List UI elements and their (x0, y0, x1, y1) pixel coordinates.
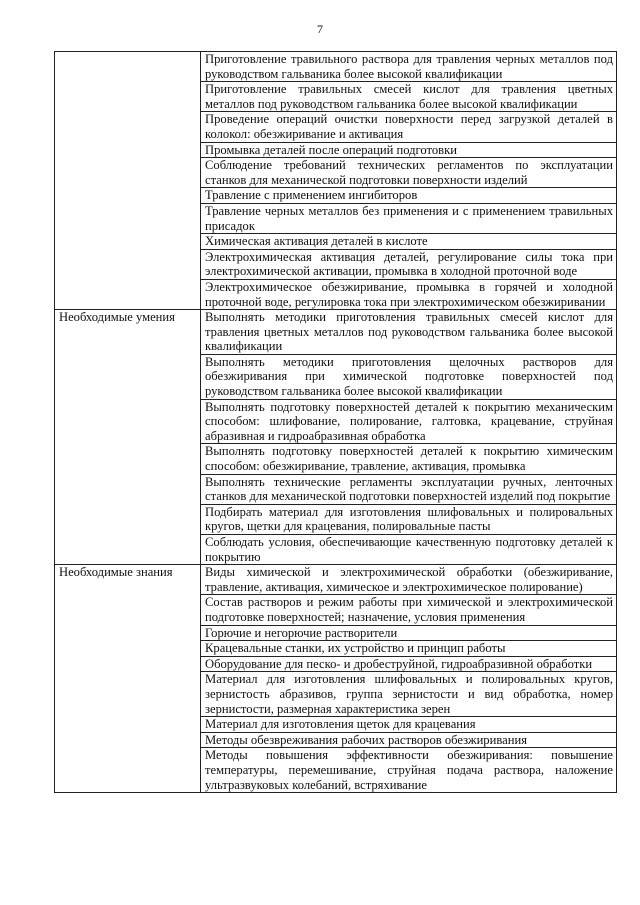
table-cell: Соблюдение требований технических регламентов по эксплуатации станков для механической подготовки поверхности изделий (201, 158, 617, 188)
table-cell: Материал для изготовления шлифовальных и полировальных кругов, зернистость абразивов, группа зернистости и вид обработка, номер зернистости, размерная характеристика зерен (201, 672, 617, 717)
requirements-table-body (55, 52, 617, 793)
table-cell: Соблюдать условия, обеспечивающие качественную подготовку деталей к покрытию (201, 535, 617, 565)
table-cell: Травление с применением ингибиторов (201, 188, 617, 204)
table-cell: Выполнять подготовку поверхностей деталей к покрытию химическим способом: обезжиривание, травление, активация, промывка (201, 444, 617, 474)
table-row (55, 565, 617, 595)
table-cell: Виды химической и электрохимической обработки (обезжиривание, травление, активация, химическое и электрохимическое полирование) (201, 565, 617, 595)
table-cell: Химическая активация деталей в кислоте (201, 234, 617, 250)
requirements-table (54, 51, 617, 793)
table-cell: Крацевальные станки, их устройство и принцип работы (201, 641, 617, 657)
table-cell: Промывка деталей после операций подготовки (201, 142, 617, 158)
section-label (55, 52, 201, 310)
table-cell: Подбирать материал для изготовления шлифовальных и полировальных кругов, щетки для крацевания, полировальные пасты (201, 504, 617, 534)
section-label: Необходимые знания (55, 565, 201, 793)
table-cell: Горючие и негорючие растворители (201, 625, 617, 641)
table-cell: Выполнять методики приготовления щелочных растворов для обезжиривания при химической подготовке поверхностей под руководством гальваника более высокой квалификации (201, 354, 617, 399)
page-number: 7 (317, 22, 323, 36)
table-cell: Электрохимическая активация деталей, регулирование силы тока при электрохимической активации, промывка в холодной проточной воде (201, 249, 617, 279)
table-row (55, 310, 617, 355)
table-cell: Приготовление травильных смесей кислот для травления цветных металлов под руководством гальваника более высокой квалификации (201, 82, 617, 112)
table-cell: Травление черных металлов без применения и с применением травильных присадок (201, 203, 617, 233)
table-cell: Оборудование для песко- и дробеструйной, гидроабразивной обработки (201, 656, 617, 672)
table-row (55, 52, 617, 82)
table-cell: Выполнять методики приготовления травильных смесей кислот для травления цветных металлов под руководством гальваника более высокой квалификации (201, 310, 617, 355)
table-cell: Материал для изготовления щеток для крацевания (201, 717, 617, 733)
table-cell: Проведение операций очистки поверхности перед загрузкой деталей в колокол: обезжиривание и активация (201, 112, 617, 142)
table-cell: Приготовление травильного раствора для травления черных металлов под руководством гальваника более высокой квалификации (201, 52, 617, 82)
table-cell: Методы обезвреживания рабочих растворов обезжиривания (201, 732, 617, 748)
section-label: Необходимые умения (55, 310, 201, 565)
table-cell: Состав растворов и режим работы при химической и электрохимической подготовке поверхностей; назначение, условия применения (201, 595, 617, 625)
table-cell: Выполнять технические регламенты эксплуатации ручных, ленточных станков для механической подготовки поверхностей изделий под покрытие (201, 474, 617, 504)
table-cell: Методы повышения эффективности обезжиривания: повышение температуры, перемешивание, струйная подача раствора, наложение ультразвуковых колебаний, встряхивание (201, 748, 617, 793)
table-cell: Выполнять подготовку поверхностей деталей к покрытию механическим способом: шлифование, полирование, галтовка, крацевание, струйная абразивная и гидроабразивная обработка (201, 399, 617, 444)
table-cell: Электрохимическое обезжиривание, промывка в горячей и холодной проточной воде, регулировка тока при электрохимическом обезжиривании (201, 279, 617, 309)
